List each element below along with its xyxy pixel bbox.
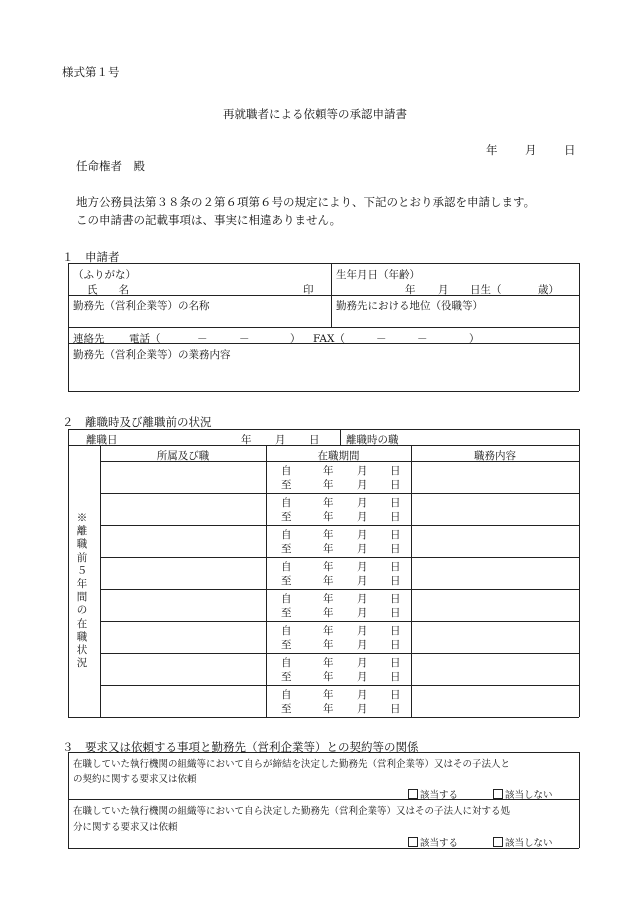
checkbox-icon xyxy=(408,789,418,799)
birth-month-unit: 月 xyxy=(438,284,449,296)
employer-name-label: 勤務先（営利企業等）の名称 xyxy=(73,300,210,312)
period-to-unit: 年 xyxy=(323,575,334,587)
period-to-unit: 月 xyxy=(357,479,368,491)
checkbox-icon xyxy=(408,837,418,847)
period-to-unit: 年 xyxy=(323,543,334,555)
retirement-post-label: 離職時の職 xyxy=(346,434,399,446)
period-to-unit: 月 xyxy=(357,639,368,651)
fax-label: FAX（ xyxy=(313,333,345,345)
date-day: 日 xyxy=(564,143,576,157)
date-month: 月 xyxy=(525,143,537,157)
period-from-unit: 年 xyxy=(323,593,334,605)
date-year: 年 xyxy=(486,143,498,157)
period-from-unit: 日 xyxy=(390,657,401,669)
period-from-label: 自 xyxy=(281,657,292,669)
period-to-label: 至 xyxy=(281,607,292,619)
period-to-unit: 日 xyxy=(390,511,401,523)
period-from-label: 自 xyxy=(281,625,292,637)
pre-retirement-side-label: ※離職前５年間の在職状況 xyxy=(76,512,88,670)
period-to-unit: 年 xyxy=(323,703,334,715)
contact-label: 連絡先 xyxy=(73,333,105,345)
column-header-period: 在職期間 xyxy=(317,450,360,462)
section2-heading: ２ 離職時及び離職前の状況 xyxy=(62,415,212,429)
period-from-label: 自 xyxy=(281,529,292,541)
column-header-duties: 職務内容 xyxy=(474,450,516,462)
period-to-label: 至 xyxy=(281,511,292,523)
period-from-label: 自 xyxy=(281,497,292,509)
period-from-unit: 日 xyxy=(390,561,401,573)
retirement-date-label: 離職日 xyxy=(86,434,118,446)
period-to-label: 至 xyxy=(281,671,292,683)
period-to-unit: 年 xyxy=(323,511,334,523)
retirement-day-unit: 日 xyxy=(309,434,320,446)
birthdate-label: 生年月日（年齢） xyxy=(336,269,420,281)
section1-heading: １ 申請者 xyxy=(62,250,120,264)
business-content-label: 勤務先（営利企業等）の業務内容 xyxy=(73,349,231,361)
period-from-unit: 年 xyxy=(323,497,334,509)
period-to-unit: 年 xyxy=(323,671,334,683)
item1-yes-option[interactable]: 該当する xyxy=(408,787,458,801)
intro-line-1: 地方公務員法第３８条の２第６項第６号の規定により、下記のとおり承認を申請します。 xyxy=(76,195,536,209)
period-to-unit: 日 xyxy=(390,543,401,555)
checkbox-icon xyxy=(493,837,503,847)
period-from-unit: 月 xyxy=(357,593,368,605)
period-to-label: 至 xyxy=(281,639,292,651)
birth-year-unit: 年 xyxy=(405,284,416,296)
intro-line-2: この申請書の記載事項は、事実に相違ありません。 xyxy=(76,213,342,227)
furigana-label: （ふりがな） xyxy=(73,269,136,281)
checkbox-icon xyxy=(493,789,503,799)
period-to-label: 至 xyxy=(281,479,292,491)
period-from-label: 自 xyxy=(281,593,292,605)
item2-no-option[interactable]: 該当しない xyxy=(493,835,553,849)
period-from-unit: 日 xyxy=(390,465,401,477)
period-from-unit: 年 xyxy=(323,625,334,637)
period-to-unit: 月 xyxy=(357,511,368,523)
item1-text-line2: の契約に関する要求又は依頼 xyxy=(73,774,197,785)
item2-yes-option[interactable]: 該当する xyxy=(408,835,458,849)
period-from-unit: 月 xyxy=(357,689,368,701)
age-unit: 歳） xyxy=(538,284,559,296)
period-from-unit: 日 xyxy=(390,593,401,605)
period-from-unit: 日 xyxy=(390,689,401,701)
period-from-unit: 月 xyxy=(357,625,368,637)
phone-dash-1: － xyxy=(197,333,208,345)
employer-position-label: 勤務先における地位（役職等） xyxy=(336,300,483,312)
phone-label: 電話（ xyxy=(129,333,161,345)
phone-close: ） xyxy=(290,333,301,345)
period-from-unit: 日 xyxy=(390,625,401,637)
period-from-unit: 月 xyxy=(357,529,368,541)
seal-mark: 印 xyxy=(303,284,314,296)
period-from-unit: 年 xyxy=(323,561,334,573)
item1-text-line1: 在職していた執行機関の組織等において自らが締結を決定した勤務先（営利企業等）又はその子法人と xyxy=(73,759,511,770)
period-to-unit: 日 xyxy=(390,639,401,651)
period-to-unit: 日 xyxy=(390,607,401,619)
period-to-unit: 日 xyxy=(390,671,401,683)
column-header-post: 所属及び職 xyxy=(156,450,210,462)
section3-heading: ３ 要求又は依頼する事項と勤務先（営利企業等）との契約等の関係 xyxy=(62,740,419,754)
period-from-unit: 年 xyxy=(323,529,334,541)
period-to-unit: 月 xyxy=(357,543,368,555)
period-to-unit: 日 xyxy=(390,479,401,491)
period-from-unit: 日 xyxy=(390,529,401,541)
period-to-label: 至 xyxy=(281,575,292,587)
period-from-unit: 月 xyxy=(357,497,368,509)
period-to-label: 至 xyxy=(281,703,292,715)
period-to-unit: 月 xyxy=(357,671,368,683)
period-from-label: 自 xyxy=(281,561,292,573)
fax-dash-1: － xyxy=(376,333,387,345)
form-number: 様式第１号 xyxy=(62,65,120,79)
period-from-unit: 月 xyxy=(357,465,368,477)
document-title: 再就職者による依頼等の承認申請書 xyxy=(223,107,407,121)
period-to-unit: 月 xyxy=(357,607,368,619)
addressee: 任命権者 殿 xyxy=(76,159,145,173)
period-from-unit: 日 xyxy=(390,497,401,509)
period-to-unit: 日 xyxy=(390,703,401,715)
period-to-unit: 月 xyxy=(357,575,368,587)
period-to-label: 至 xyxy=(281,543,292,555)
item1-no-option[interactable]: 該当しない xyxy=(493,787,553,801)
phone-dash-2: － xyxy=(239,333,250,345)
period-from-label: 自 xyxy=(281,689,292,701)
period-to-unit: 年 xyxy=(323,607,334,619)
period-to-unit: 年 xyxy=(323,639,334,651)
period-from-unit: 月 xyxy=(357,561,368,573)
birth-day-unit: 日生（ xyxy=(470,284,502,296)
period-from-unit: 月 xyxy=(357,657,368,669)
period-to-unit: 日 xyxy=(390,575,401,587)
fax-dash-2: － xyxy=(417,333,428,345)
retirement-year-unit: 年 xyxy=(241,434,252,446)
period-from-unit: 年 xyxy=(323,657,334,669)
period-to-unit: 月 xyxy=(357,703,368,715)
period-from-unit: 年 xyxy=(323,465,334,477)
period-to-unit: 年 xyxy=(323,479,334,491)
name-label: 氏 名 xyxy=(87,284,129,296)
item2-text-line2: 分に関する要求又は依頼 xyxy=(73,822,178,833)
period-from-label: 自 xyxy=(281,465,292,477)
retirement-month-unit: 月 xyxy=(275,434,286,446)
period-from-unit: 年 xyxy=(323,689,334,701)
fax-close: ） xyxy=(469,333,480,345)
item2-text-line1: 在職していた執行機関の組織等において自ら決定した勤務先（営利企業等）又はその子法人に対する処 xyxy=(73,806,511,817)
